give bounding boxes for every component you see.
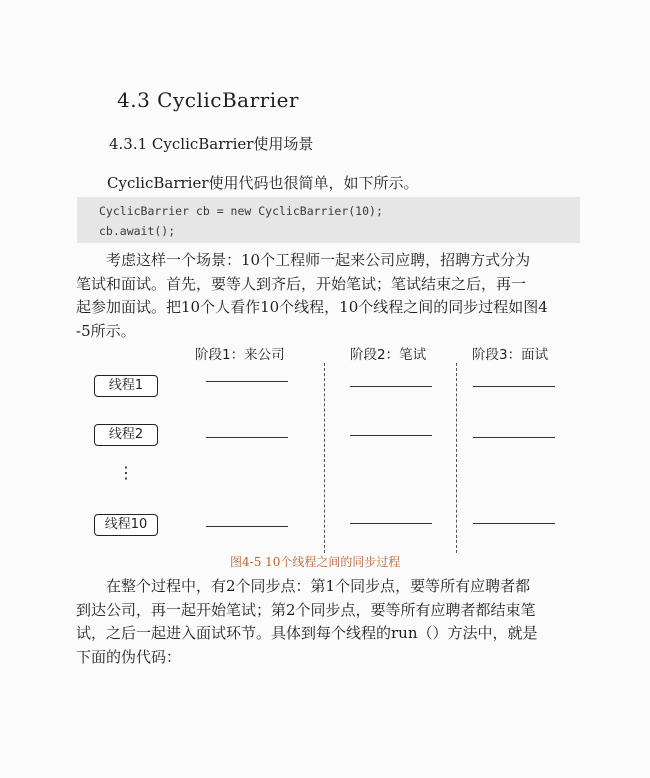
paragraph-line: 下面的伪代码： (76, 647, 182, 666)
paragraph-scenario (76, 249, 584, 343)
stage-bar (350, 523, 432, 524)
sync-diagram (80, 335, 580, 550)
paragraph-line: 考虑这样一个场景：10个工程师一起来公司应聘，招聘方式分为 (106, 251, 531, 269)
paragraph-line: 到达公司，再一起开始笔试；第2个同步点，要等所有应聘者都结束笔 (76, 600, 536, 619)
stage-bar (473, 523, 555, 524)
stage-bar (206, 437, 288, 438)
stage-label: 阶段3：面试 (472, 347, 549, 363)
paragraph-line: -5所示。 (76, 321, 136, 340)
thread-box: 线程1 (94, 375, 158, 397)
code-line: cb.await(); (99, 224, 176, 238)
stage-bar (473, 437, 555, 438)
sync-point-divider (456, 363, 457, 553)
stage-label: 阶段1：来公司 (195, 347, 285, 363)
paragraph-sync-points (76, 575, 584, 669)
paragraph-line: 起参加面试。把10个人看作10个线程，10个线程之间的同步过程如图4 (76, 298, 548, 316)
stage-bar (350, 386, 432, 387)
stage-bar (350, 435, 432, 436)
code-block (77, 197, 580, 243)
section-title: 4.3 CyclicBarrier (117, 88, 299, 112)
subsection-title: 4.3.1 CyclicBarrier使用场景 (109, 135, 314, 153)
stage-label: 阶段2：笔试 (350, 347, 427, 363)
paragraph-line: 在整个过程中，有2个同步点：第1个同步点，要等所有应聘者都 (106, 577, 531, 595)
figure-caption: 图4-5 10个线程之间的同步过程 (230, 555, 401, 569)
intro-text: CyclicBarrier使用代码也很简单，如下所示。 (107, 174, 419, 192)
paragraph-line: 笔试和面试。首先，要等人到齐后，开始笔试；笔试结束之后，再一 (76, 274, 527, 293)
paragraph-line: 试，之后一起进入面试环节。具体到每个线程的run（）方法中，就是 (76, 624, 538, 642)
stage-bar (206, 526, 288, 527)
ellipsis: ⋮ (118, 463, 134, 482)
code-line: CyclicBarrier cb = new CyclicBarrier(10); (99, 204, 383, 218)
thread-box: 线程2 (94, 424, 158, 446)
sync-point-divider (324, 363, 325, 553)
stage-bar (206, 381, 288, 382)
stage-bar (473, 386, 555, 387)
thread-box: 线程10 (94, 514, 158, 536)
